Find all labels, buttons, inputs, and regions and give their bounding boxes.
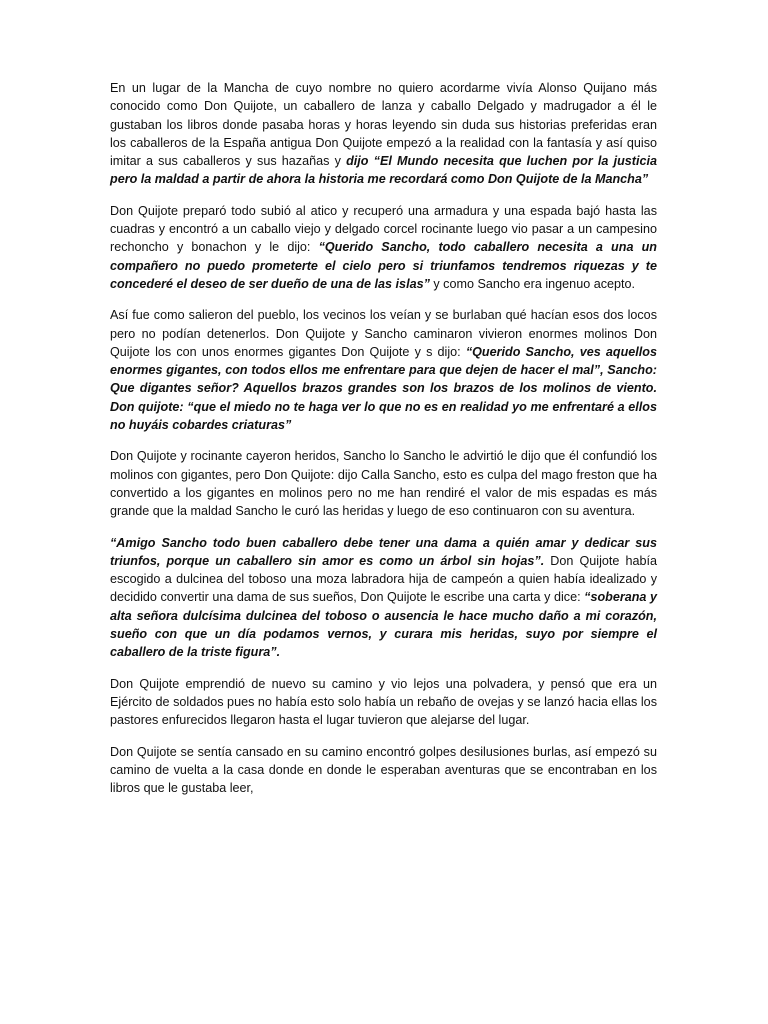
quote-run: “Querido Sancho, ves aquellos enormes gigantes, con todos ellos me enfrentare para que dejen de hacer el mal”, Sancho: Que digantes señor? Aquellos brazos grandes son los brazos de los molinos de viento. Don quijote: “que el miedo no te haga ver lo que no es en realidad yo me enfrentaré a ellos no huyáis cobardes criaturas” [110, 344, 657, 433]
text-run: Don Quijote emprendió de nuevo su camino y vio lejos una polvadera, y pensó que era un Ejército de soldados pues no había esto solo había un rebaño de ovejas y se lanzó hacia ellas los pastores enfurecidos llegaron hasta el lugar tuvieron que alejarse del lugar. [110, 676, 657, 728]
text-run: Así fue como salieron del pueblo, los vecinos los veían y se burlaban qué hacían esos dos locos pero no podían detenerlos. Don Quijote y Sancho caminaron vivieron enormes molinos Don Quijote los con unos enormes gigantes Don Quijote y s dijo: [110, 308, 657, 359]
text-run: Don Quijote y rocinante cayeron heridos, Sancho lo Sancho le advirtió le dijo que él confundió los molinos con gigantes, pero Don Quijote: dijo Calla Sancho, esto es culpa del mago freston que ha convertido a los gigantes en molinos pero no me han rendiré el valor de mis espadas es más grande que la maldad Sancho le curó las heridas y luego de eso continuaron con su aventura. [110, 449, 657, 519]
paragraph-3 [110, 306, 657, 434]
paragraph-2 [110, 202, 657, 293]
paragraph-1 [110, 79, 657, 189]
text-run: Don Quijote preparó todo subió al atico y recuperó una armadura y una espada bajó hasta las cuadras y encontró a un caballo viejo y delgado corcel rocinante luego vio pasar a un campesino rechoncho y bonachon y le dijo: [110, 203, 657, 255]
quote-run: “soberana y alta señora dulcísima dulcinea del toboso o ausencia le hace mucho daño a mi corazón, sueño con que un día podamos vernos, y curara mis heridas, suyo por siempre el caballero de la triste figura”. [110, 590, 657, 660]
text-run: y como Sancho era ingenuo acepto. [429, 276, 636, 291]
paragraph-5 [110, 534, 657, 662]
paragraph-7 [110, 743, 657, 798]
text-run: Don Quijote había escogido a dulcinea del toboso una moza labradora hija de campeón a quien había idealizado y decidido convertir una dama de sus sueños, Don Quijote le escribe una carta y dice: [110, 553, 657, 605]
text-run: En un lugar de la Mancha de cuyo nombre no quiero acordarme vivía Alonso Quijano más conocido como Don Quijote, un caballero de lanza y caballo Delgado y madrugador a él le gustaban los libros donde pasaba horas y horas leyendo sin duda sus historias preferidas eran los caballeros de la España antigua Don Quijote empezó a la realidad con la fantasía y así quiso imitar a sus caballeros y sus hazañas y [110, 81, 657, 169]
text-run: Don Quijote se sentía cansado en su camino encontró golpes desilusiones burlas, así empezó su camino de vuelta a la casa donde en donde le esperaban aventuras que se encontraban en los libros que le gustaba leer, [110, 744, 657, 796]
document-page [110, 79, 657, 810]
quote-run: “Amigo Sancho todo buen caballero debe tener una dama a quién amar y dedicar sus triunfos, porque un caballero sin amor es como un árbol sin hojas”. [110, 535, 657, 568]
paragraph-4 [110, 447, 657, 520]
quote-run: “Querido Sancho, todo caballero necesita a una un compañero no puedo prometerte el cielo pero si triunfamos tendremos riquezas y te concederé el deseo de ser dueño de una de las islas” [110, 240, 657, 291]
quote-run: dijo “El Mundo necesita que luchen por la justicia pero la maldad a partir de ahora la historia me recordará como Don Quijote de la Mancha” [110, 154, 657, 187]
paragraph-6 [110, 675, 657, 730]
